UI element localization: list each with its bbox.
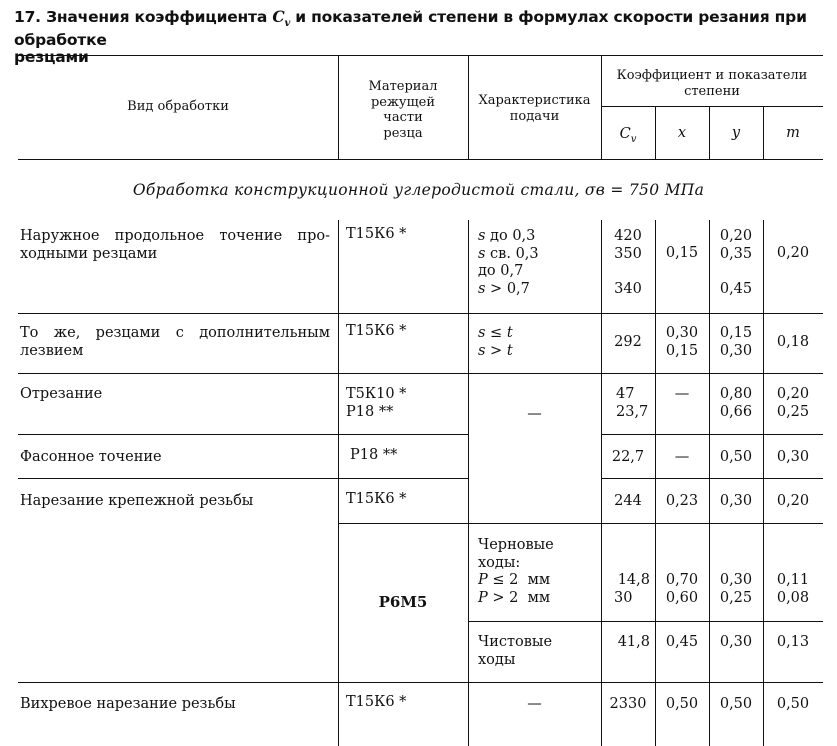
row3-material: Т5К10 * Р18 ** [346, 386, 407, 420]
title-text-end: и показателей степени в формулах скорости резания при обработке [14, 8, 807, 50]
row-rule-3 [18, 434, 468, 435]
row2-kind: То же, резцами с дополнительным лезвием [20, 325, 330, 359]
row6-x-finish: 0,45 [665, 634, 699, 650]
row1-y: 0,20 0,35 0,45 [719, 228, 753, 297]
row3-y: 0,80 0,66 [719, 386, 753, 420]
row7-material: Т15К6 * [346, 694, 407, 710]
row-rule-4b [601, 478, 823, 479]
row2-material: Т15К6 * [346, 323, 407, 339]
row5-x: 0,23 [665, 493, 699, 509]
row3-x: — [674, 386, 690, 402]
row1-material: Т15К6 * [346, 226, 407, 242]
row-rule-5 [338, 523, 823, 524]
header-material: Материал режущей части резца [368, 79, 438, 141]
row5-material: Т15К6 * [346, 491, 407, 507]
row6-m-rough: 0,11 0,08 [776, 572, 810, 606]
row7-feed: — [527, 696, 542, 712]
body-vline-y-left [709, 220, 710, 746]
body-vline-cv-left [601, 220, 602, 746]
row4-cv: 22,7 [611, 449, 645, 465]
row-rule-4 [18, 478, 468, 479]
row1-cv: 420 350 340 [614, 228, 642, 297]
header-feed: Характеристика подачи [478, 93, 591, 124]
row-rule-1 [18, 313, 823, 314]
section-title: Обработка конструкционной углеродистой стали, σв = 750 МПа [132, 181, 705, 199]
row6-feed-rough: Черновые ходы: P ≤ 2 мм P > 2 мм [478, 537, 554, 606]
row3-cv: 47 23,7 [616, 386, 649, 420]
row3-kind: Отрезание [20, 386, 103, 402]
row4-x: — [674, 449, 690, 465]
row-rule-3b [601, 434, 823, 435]
row3-feed: — [527, 406, 542, 422]
header-y: y [731, 125, 741, 141]
body-vline-m-left [763, 220, 764, 746]
body-vline-x-left [655, 220, 656, 746]
coef-group-rule [601, 106, 823, 107]
row3-m: 0,20 0,25 [776, 386, 810, 420]
row4-kind: Фасонное точение [20, 449, 162, 465]
row5-y: 0,30 [719, 493, 753, 509]
body-vline-feed-left [468, 220, 469, 746]
header-m: m [786, 125, 800, 141]
row5-cv: 244 [614, 493, 642, 509]
row4-y: 0,50 [719, 449, 753, 465]
row6-y-finish: 0,30 [719, 634, 753, 650]
row5-kind: Нарезание крепежной резьбы [20, 493, 254, 509]
table-title [14, 8, 819, 66]
row6-material: Р6М5 [378, 593, 428, 611]
title-symbol: $C_v$ [272, 7, 291, 30]
row2-y: 0,15 0,30 [719, 325, 753, 359]
title-text-start: Значения коэффициента [46, 8, 268, 26]
row1-x: 0,15 [665, 245, 699, 261]
header-cv: $C_v$ [619, 126, 637, 145]
row1-kind: Наружное продольное точение про- ходными резцами [20, 228, 330, 262]
table-number: 17. [14, 8, 41, 26]
header-x: x [677, 125, 687, 141]
row-rule-2 [18, 373, 823, 374]
row1-feed: s до 0,3 s св. 0,3 до 0,7 s > 0,7 [478, 228, 539, 297]
body-vline-material-left [338, 220, 339, 746]
row2-m: 0,18 [776, 334, 810, 350]
row7-x: 0,50 [665, 696, 699, 712]
row6-y-rough: 0,30 0,25 [719, 572, 753, 606]
row7-kind: Вихревое нарезание резьбы [20, 696, 236, 712]
header-top-rule [18, 55, 823, 56]
row7-cv: 2330 [609, 696, 647, 712]
row6-m-finish: 0,13 [776, 634, 810, 650]
row-rule-7 [18, 682, 823, 683]
row6-x-rough: 0,70 0,60 [665, 572, 699, 606]
row6-feed-finish: Чистовые ходы [478, 634, 553, 668]
row6-cv-finish: 41,8 [617, 634, 650, 650]
row4-material: Р18 ** [350, 447, 398, 463]
row2-feed: s ≤ t s > t [478, 325, 513, 359]
row7-y: 0,50 [719, 696, 753, 712]
row2-cv: 292 [614, 334, 642, 350]
header-coef-group: Коэффициент и показатели степени [616, 68, 808, 99]
title-line2: резцами [14, 48, 89, 67]
row6-cv-rough: 14,8 30 [614, 572, 650, 606]
row7-m: 0,50 [776, 696, 810, 712]
row1-m: 0,20 [776, 245, 810, 261]
row-rule-6 [468, 621, 823, 622]
header-kind: Вид обработки [127, 99, 229, 114]
row5-m: 0,20 [776, 493, 810, 509]
header-bottom-rule [18, 159, 823, 160]
row4-m: 0,30 [776, 449, 810, 465]
row2-x: 0,30 0,15 [665, 325, 699, 359]
